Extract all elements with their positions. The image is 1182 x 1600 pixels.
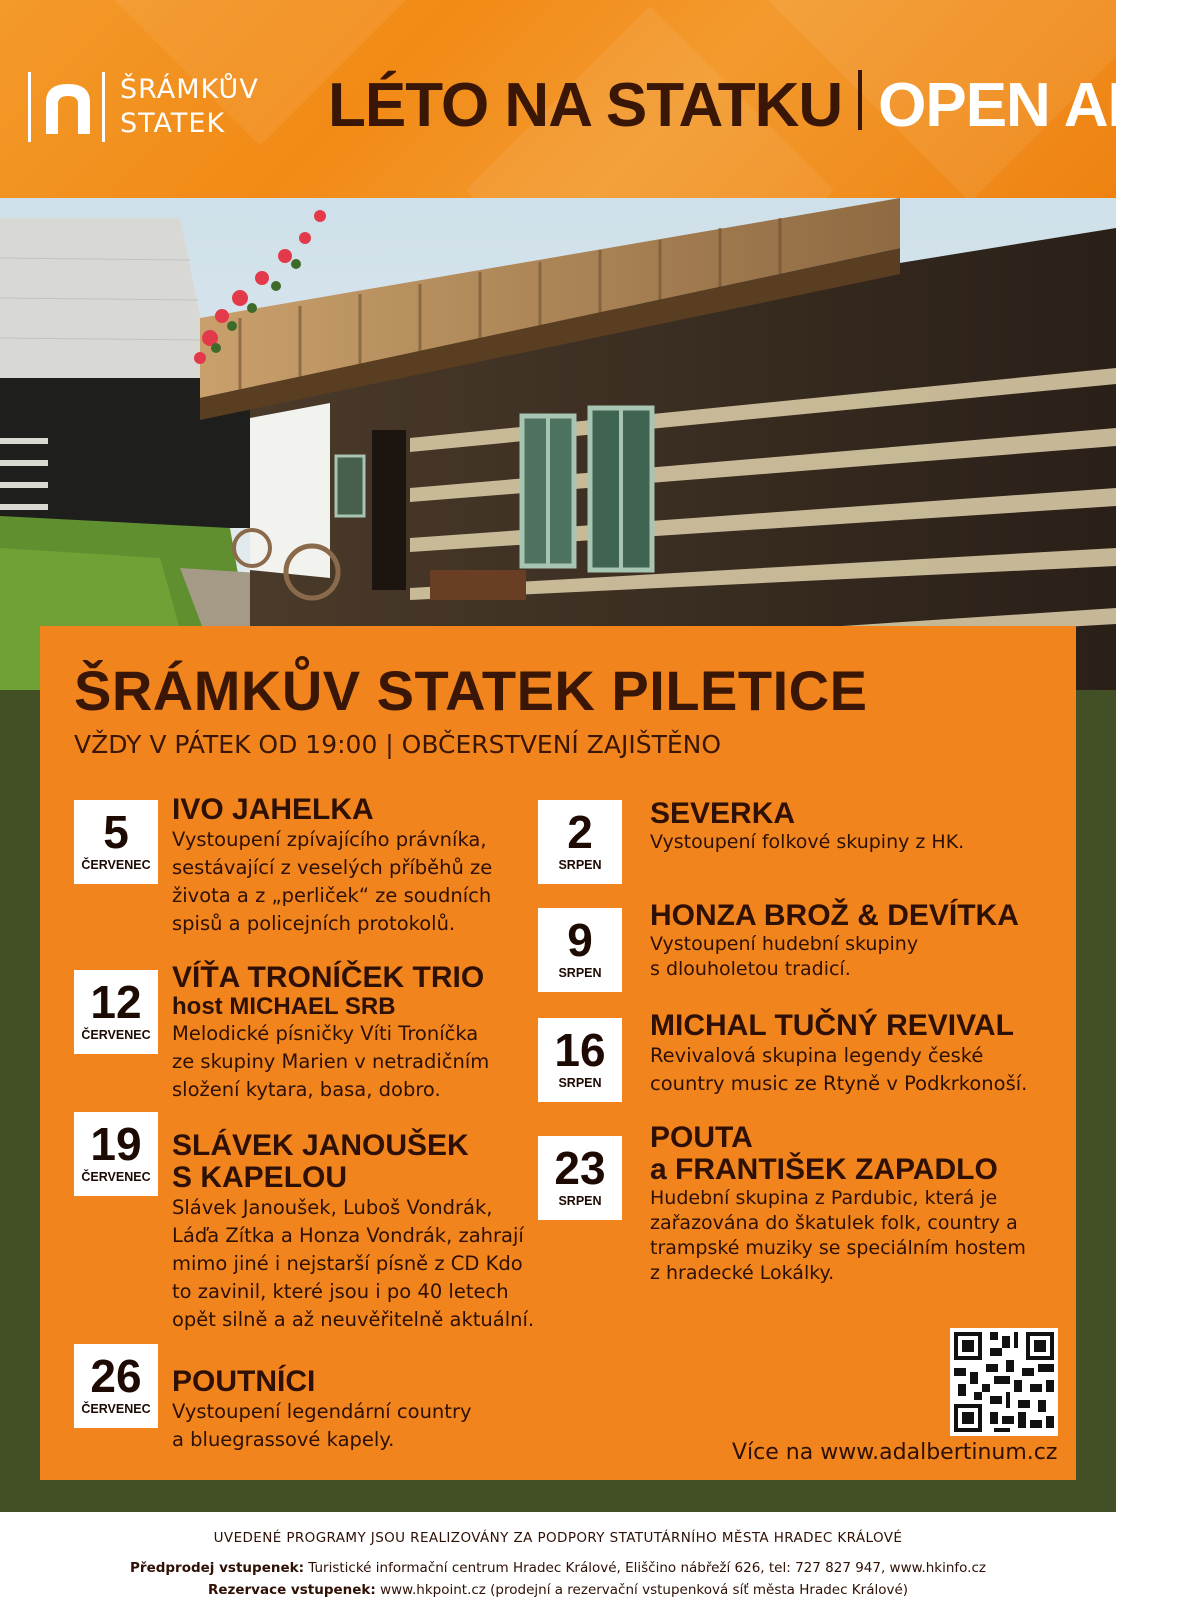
logo-name-line2: STATEK xyxy=(120,108,226,139)
date-badge xyxy=(74,1112,158,1196)
event-name-line2: a FRANTIŠEK ZAPADLO xyxy=(650,1153,998,1186)
date-day: 9 xyxy=(567,914,593,966)
event-description: Slávek Janoušek, Luboš Vondrák, Láďa Zítka a Honza Vondrák, zahrají mimo jiné i nejstarší písně z CD Kdo to zavinil, které jsou i po 40 letech opět silně a až neuvěřitelně aktuální. xyxy=(172,1196,535,1331)
venue-subtitle: VŽDY V PÁTEK OD 19:00 | OBČERSTVENÍ ZAJIŠTĚNO xyxy=(74,730,722,759)
event-description: Hudební skupina z Pardubic, která je zařazována do škatulek folk, country a trampské muziky se speciálním hostem z hradecké Lokálky. xyxy=(650,1187,1026,1284)
date-badge xyxy=(538,1136,622,1220)
date-day: 16 xyxy=(554,1024,606,1076)
date-month: SRPEN xyxy=(558,966,602,980)
event-name: POUTA xyxy=(650,1121,753,1154)
title-open-air: OPEN AIR xyxy=(878,71,1168,140)
header-banner xyxy=(0,0,1168,198)
farmhouse-photo xyxy=(0,198,1116,700)
event-host: host MICHAEL SRB xyxy=(172,993,396,1020)
date-month: ČERVENEC xyxy=(81,1170,151,1184)
date-month: ČERVENEC xyxy=(81,1402,151,1416)
venue-title: ŠRÁMKŮV STATEK PILETICE xyxy=(74,659,868,722)
date-month: ČERVENEC xyxy=(81,1028,151,1042)
event-name: MICHAL TUČNÝ REVIVAL xyxy=(650,1009,1014,1042)
event-name: VÍŤA TRONÍČEK TRIO xyxy=(172,961,485,994)
date-badge xyxy=(74,1344,158,1428)
date-badge xyxy=(74,800,158,884)
website-link[interactable]: Více na www.adalbertinum.cz xyxy=(732,1440,1058,1465)
event-description: Vystoupení hudební skupiny s dlouholetou tradicí. xyxy=(650,933,919,980)
date-badge xyxy=(538,908,622,992)
support-note: UVEDENÉ PROGRAMY JSOU REALIZOVÁNY ZA PODPORY STATUTÁRNÍHO MĚSTA HRADEC KRÁLOVÉ xyxy=(213,1530,903,1546)
date-day: 2 xyxy=(567,806,593,858)
logo-name-line1: ŠRÁMKŮV xyxy=(120,74,259,105)
date-day: 26 xyxy=(90,1350,142,1402)
date-month: SRPEN xyxy=(558,1194,602,1208)
footer xyxy=(0,1512,1116,1600)
qr-code-icon xyxy=(950,1328,1058,1436)
date-day: 12 xyxy=(90,976,142,1028)
date-day: 19 xyxy=(90,1118,142,1170)
event-name-line2: S KAPELOU xyxy=(172,1161,348,1194)
date-month: ČERVENEC xyxy=(81,858,151,872)
title-leto-na-statku: LÉTO NA STATKU xyxy=(328,71,843,140)
date-day: 5 xyxy=(103,806,129,858)
event-name: POUTNÍCI xyxy=(172,1365,316,1398)
event-description: Revivalová skupina legendy české country music ze Rtyně v Podkrkonoší. xyxy=(650,1044,1028,1095)
qr-code[interactable] xyxy=(950,1328,1058,1436)
logo xyxy=(28,72,288,150)
event-name: HONZA BROŽ & DEVÍTKA xyxy=(650,899,1019,932)
program-panel xyxy=(40,626,1076,1480)
date-month: SRPEN xyxy=(558,1076,602,1090)
date-badge xyxy=(538,800,622,884)
date-day: 23 xyxy=(554,1142,606,1194)
reservation-info: Rezervace vstupenek: www.hkpoint.cz (prodejní a rezervační vstupenková síť města Hradec Králové) xyxy=(207,1582,909,1598)
event-description: Melodické písničky Víti Troníčka ze skupiny Marien v netradičním složení kytara, basa, dobro. xyxy=(172,1022,490,1101)
event-description: Vystoupení legendární country a bluegrassové kapely. xyxy=(172,1400,472,1451)
event-name: IVO JAHELKA xyxy=(172,793,374,826)
event-description: Vystoupení zpívajícího právníka, sestávající z veselých příběhů ze života a z „perliček“ ze soudních spisů a policejních protokolů. xyxy=(172,828,493,935)
event-name: SLÁVEK JANOUŠEK xyxy=(172,1129,469,1162)
date-badge xyxy=(538,1018,622,1102)
event-description: Vystoupení folkové skupiny z HK. xyxy=(650,831,965,853)
date-badge xyxy=(74,970,158,1054)
event-name: SEVERKA xyxy=(650,797,796,830)
poster-title xyxy=(328,70,1168,141)
date-month: SRPEN xyxy=(558,858,602,872)
presale-info: Předprodej vstupenek: Turistické informační centrum Hradec Králové, Eliščino nábřeží 626, tel: 727 827 947, www.hkinfo.cz xyxy=(130,1560,986,1576)
arch-icon xyxy=(42,80,94,134)
